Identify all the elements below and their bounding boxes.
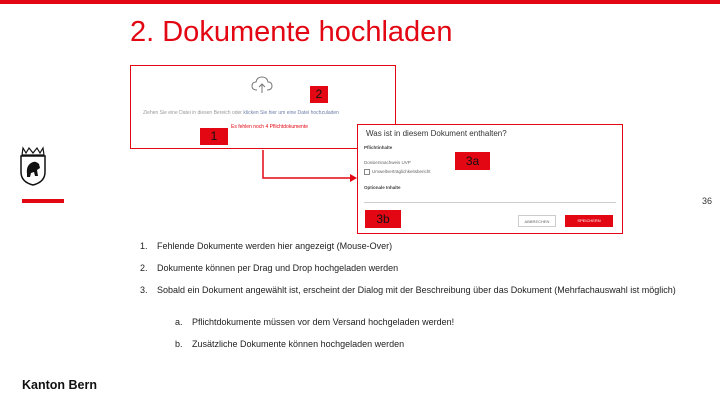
footer-brand: Kanton Bern [22,378,97,392]
required-item-1-label: Dossiersnachweis UVP [364,160,411,165]
dialog-title: Was ist in diesem Dokument enthalten? [366,129,507,138]
cancel-button[interactable]: ABBRECHEN [518,215,556,227]
list-item-number: 2. [140,263,148,273]
list-item-number: 3. [140,285,148,295]
required-item-2[interactable] [364,169,431,175]
sub-list-item-letter: b. [175,339,183,349]
callout-badge-1: 1 [200,128,228,145]
list-item-text: Dokumente können per Drag und Drop hochgeladen werden [157,263,399,273]
sub-list-item-letter: a. [175,317,183,327]
list-item-text: Fehlende Dokumente werden hier angezeigt (Mouse-Over) [157,241,393,251]
sub-list-item-text: Zusätzliche Dokumente können hochgeladen werden [192,339,405,349]
callout-badge-3b: 3b [365,210,401,228]
save-button[interactable]: SPEICHERN [565,215,613,227]
checkbox[interactable] [364,169,370,175]
drop-zone-instruction: Ziehen Sie eine Datei in diesen Bereich oder [143,110,242,116]
optional-content-input[interactable] [364,193,616,203]
callout-badge-2: 2 [310,86,328,103]
required-item-1[interactable] [364,160,411,165]
sub-list-item-text: Pflichtdokumente müssen vor dem Versand hochgeladen werden! [192,317,455,327]
callout-badge-3a: 3a [455,152,490,170]
optional-section-heading: Optionale Inhalte [364,185,401,190]
slide-title: 2. Dokumente hochladen [130,16,453,48]
list-item-text: Sobald ein Dokument angewählt ist, erscheint der Dialog mit der Beschreibung über das Dokument (Mehrfachauswahl ist möglich) [157,285,676,295]
list-item-number: 1. [140,241,148,251]
required-section-heading: Pflichtinhalte [364,145,393,150]
page-number: 36 [702,196,713,206]
required-item-2-label: Umweltverträglichkeitsbericht [372,169,431,175]
missing-documents-link[interactable]: Es fehlen noch 4 Pflichtdokumente [231,124,308,130]
upload-link[interactable]: klicken Sie hier um eine Datei hochzuladen [243,110,339,116]
